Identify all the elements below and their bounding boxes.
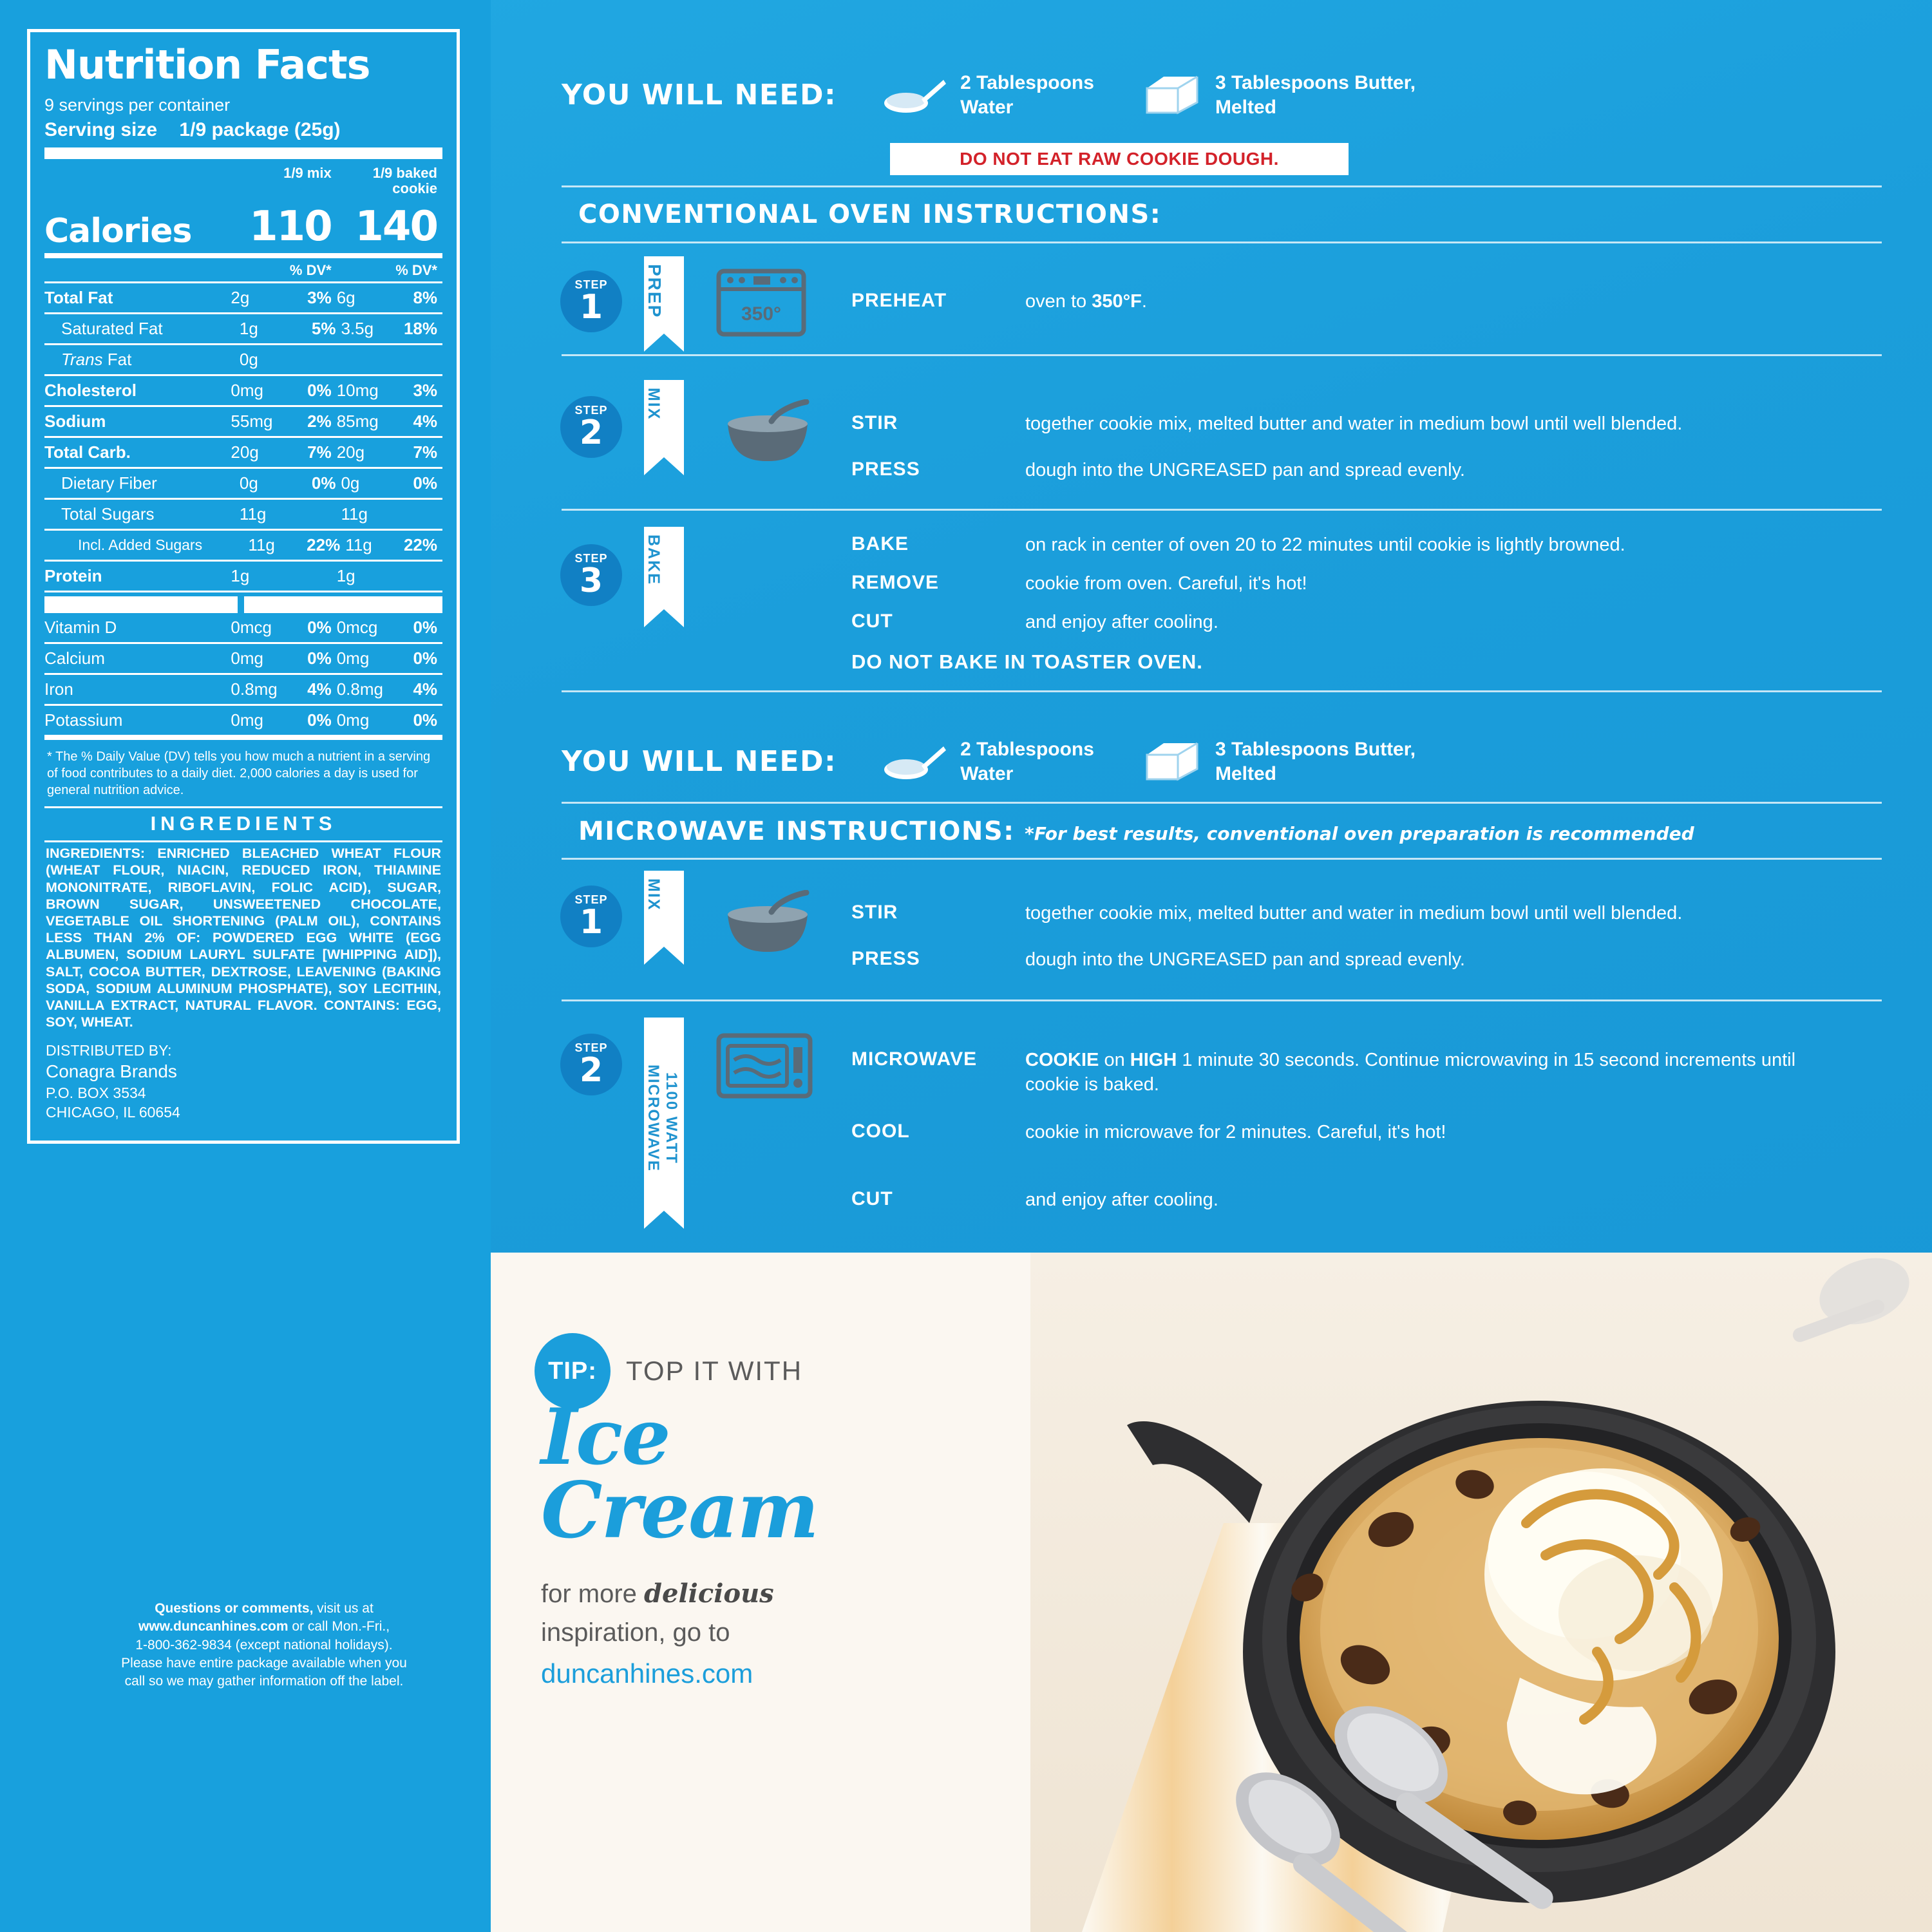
nutrient-dv-mix: 2%	[307, 412, 332, 431]
nutrient-row	[44, 562, 442, 591]
tip-top-it-with: TOP IT WITH	[626, 1356, 803, 1386]
divider-medium	[44, 253, 442, 258]
raw-dough-warning: DO NOT EAT RAW COOKIE DOUGH.	[890, 143, 1349, 175]
skillet-cookie-photo	[1030, 1253, 1932, 1932]
microwave-step-2-text-microwave: COOKIE on HIGH 1 minute 30 seconds. Continue microwaving in 15 second increments until cookie is baked.	[1025, 1050, 1796, 1095]
microwave-step-2-text-cool: cookie in microwave for 2 minutes. Careful, it's hot!	[1025, 1122, 1446, 1142]
divider-thin	[44, 591, 442, 592]
calories-value-mix: 110	[249, 203, 332, 251]
oven-step-2-number: 2	[579, 413, 603, 452]
micronutrient-name: Vitamin D	[44, 618, 117, 638]
calories-value-baked: 140	[355, 203, 437, 251]
microwave-step-1-verb-press: PRESS	[851, 948, 920, 969]
nutrient-dv-baked: 22%	[403, 535, 438, 555]
micronutrient-amount-mix: 0.8mg	[231, 679, 278, 699]
bowl-icon	[716, 890, 819, 954]
microwave-step-2-icon-box	[716, 1030, 813, 1104]
svg-text:350°: 350°	[741, 303, 782, 325]
nutrient-row	[44, 345, 442, 374]
bowl-icon	[716, 399, 819, 464]
divider-block	[44, 596, 442, 613]
microwave-step-1-icon-box	[716, 890, 819, 958]
nutrient-dv-mix: 7%	[307, 442, 332, 462]
nutrient-row	[44, 500, 442, 529]
microwave-step-1-text-stir: together cookie mix, melted butter and water in medium bowl until well blended.	[1025, 903, 1683, 923]
nutrient-amount-baked: 1g	[336, 566, 355, 586]
microwave-you-will-need	[562, 737, 1416, 786]
micronutrient-amount-mix: 0mg	[231, 710, 263, 730]
micronutrient-row	[44, 613, 442, 642]
micronutrient-amount-baked: 0mg	[336, 710, 370, 730]
oven-step-3-text-cut: and enjoy after cooling.	[1025, 612, 1218, 632]
conventional-oven-heading: CONVENTIONAL OVEN INSTRUCTIONS:	[578, 200, 1162, 229]
microwave-step-2-verb-microwave: MICROWAVE	[851, 1048, 978, 1070]
oven-step-3-verb-bake: BAKE	[851, 533, 909, 554]
microwave-step-2-number: 2	[579, 1051, 603, 1090]
tip-more-delicious: delicious	[644, 1578, 774, 1609]
column-headers	[44, 159, 442, 196]
oven-step-2-ribbon-label: MIX	[645, 388, 663, 421]
microwave-step-1-ribbon	[644, 871, 684, 947]
nutrient-amount-baked: 85mg	[336, 412, 379, 431]
serving-size-row	[44, 119, 442, 141]
oven-you-will-need	[562, 71, 1416, 119]
dv-header-mix: % DV*	[289, 262, 332, 279]
serving-size-value: 1/9 package (25g)	[179, 119, 341, 140]
microwave-you-will-need-label: YOU WILL NEED:	[562, 745, 837, 778]
oven-step-2-text-stir: together cookie mix, melted butter and water in medium bowl until well blended.	[1025, 413, 1683, 434]
distributor-address-2: CHICAGO, IL 60654	[46, 1103, 180, 1121]
tip-website-link[interactable]: duncanhines.com	[541, 1658, 753, 1689]
nutrient-dv-mix: 0%	[307, 381, 332, 401]
nutrient-amount-baked: 10mg	[336, 381, 379, 401]
nutrient-amount-mix: 11g	[239, 504, 267, 524]
distributor-address-1: P.O. BOX 3534	[46, 1084, 146, 1101]
micronutrient-dv-baked: 0%	[413, 710, 438, 730]
nutrient-rows	[44, 283, 442, 592]
calories-row	[44, 196, 442, 253]
servings-per-container: 9 servings per container	[44, 95, 231, 115]
microwave-need-water-line2: Water	[960, 762, 1014, 784]
divider-thick	[44, 147, 442, 159]
micronutrient-row	[44, 675, 442, 704]
nutrient-name: Total Carb.	[44, 442, 131, 462]
divider-oven-heading	[562, 242, 1882, 243]
nutrition-facts-title: Nutrition Facts	[44, 41, 370, 88]
micronutrient-amount-baked: 0mcg	[336, 618, 378, 638]
nutrient-dv-baked: 3%	[413, 381, 438, 401]
microwave-need-butter-line2: Melted	[1215, 762, 1276, 784]
microwave-need-water-line1: 2 Tablespoons	[960, 739, 1094, 760]
nutrient-dv-baked: 4%	[413, 412, 438, 431]
oven-icon-box	[716, 267, 806, 341]
oven-need-water-line2: Water	[960, 96, 1014, 118]
nutrient-row	[44, 314, 442, 343]
spoon-icon	[882, 741, 946, 782]
oven-need-butter-line1: 3 Tablespoons Butter,	[1215, 72, 1416, 93]
micronutrient-row	[44, 644, 442, 673]
ingredients-header: INGREDIENTS	[150, 812, 337, 835]
oven-you-will-need-label: YOU WILL NEED:	[562, 79, 837, 111]
oven-need-butter-text	[1215, 71, 1416, 119]
nutrient-amount-mix: 11g	[248, 535, 275, 555]
nutrient-dv-mix: 3%	[307, 288, 332, 308]
microwave-step-1-badge	[560, 886, 622, 947]
microwave-step-1-text-press: dough into the UNGREASED pan and spread evenly.	[1025, 949, 1465, 970]
tip-photo-panel	[491, 1253, 1932, 1932]
micronutrient-name: Calcium	[44, 649, 105, 668]
nutrient-dv-baked: 8%	[413, 288, 438, 308]
nutrient-amount-mix: 0mg	[231, 381, 263, 401]
column-b-header: 1/9 baked cookie	[372, 165, 437, 197]
butter-icon	[1139, 73, 1201, 118]
micronutrient-amount-mix: 0mcg	[231, 618, 272, 638]
nutrient-row	[44, 531, 442, 560]
contact-phone: 1-800-362-9834 (except national holidays).	[135, 1637, 393, 1653]
nutrient-dv-baked: 7%	[413, 442, 438, 462]
microwave-step-1-word: STEP	[574, 893, 608, 906]
micronutrient-dv-baked: 4%	[413, 679, 438, 699]
nutrient-name: Trans Fat	[61, 350, 132, 370]
oven-step-2-verb-stir: STIR	[851, 412, 898, 433]
calories-label: Calories	[44, 212, 192, 251]
contact-line-4: Please have entire package available when you	[121, 1656, 407, 1671]
oven-step-1-number: 1	[579, 288, 603, 327]
nutrient-amount-mix: 0g	[239, 350, 258, 370]
butter-icon	[1139, 739, 1201, 784]
micronutrient-amount-baked: 0.8mg	[336, 679, 383, 699]
micronutrient-dv-baked: 0%	[413, 649, 438, 668]
tip-more-line1	[541, 1575, 774, 1613]
oven-step-3-number: 3	[579, 562, 603, 600]
micronutrient-dv-mix: 0%	[307, 618, 332, 638]
nutrient-name: Protein	[44, 566, 102, 586]
distributor-block	[44, 1031, 442, 1128]
microwave-need-item-butter	[1139, 737, 1416, 786]
nutrient-amount-baked: 11g	[345, 535, 372, 555]
nutrient-name: Sodium	[44, 412, 106, 431]
microwave-step-2-ribbon-label: 1100 WATT MICROWAVE	[645, 1064, 680, 1172]
oven-step-3-badge	[560, 544, 622, 606]
nutrient-name: Dietary Fiber	[61, 473, 157, 493]
oven-need-butter-line2: Melted	[1215, 96, 1276, 118]
nutrient-row	[44, 407, 442, 436]
questions-label: Questions or comments,	[155, 1601, 314, 1616]
spoon-icon	[882, 75, 946, 116]
micronutrient-dv-baked: 0%	[413, 618, 438, 638]
nutrient-name: Saturated Fat	[61, 319, 163, 339]
microwave-step-2-verb-cool: COOL	[851, 1121, 910, 1142]
nutrient-name: Cholesterol	[44, 381, 137, 401]
divider-microwave-step-1	[562, 999, 1882, 1001]
oven-step-1-ribbon	[644, 256, 684, 334]
nutrient-row	[44, 376, 442, 405]
tip-inspiration-text	[541, 1575, 774, 1652]
contact-line-1-rest: visit us at	[313, 1601, 374, 1616]
oven-step-1-text: oven to 350°F.	[1025, 291, 1147, 312]
website-url[interactable]: www.duncanhines.com	[138, 1619, 289, 1634]
nutrition-facts-box	[27, 29, 460, 1144]
oven-step-3-text-bake: on rack in center of oven 20 to 22 minutes until cookie is lightly browned.	[1025, 535, 1625, 555]
nutrient-name: Total Sugars	[61, 504, 155, 524]
nutrient-amount-mix: 20g	[231, 442, 259, 462]
contact-line-5: call so we may gather information off the label.	[124, 1674, 404, 1689]
toaster-oven-warning: DO NOT BAKE IN TOASTER OVEN.	[851, 650, 1203, 673]
microwave-step-1-ribbon-label: MIX	[645, 878, 663, 911]
nutrient-name: Total Fat	[44, 288, 113, 308]
microwave-need-item-water	[882, 737, 1094, 786]
oven-step-3-ribbon-label: BAKE	[645, 535, 663, 585]
oven-step-2-text-press: dough into the UNGREASED pan and spread evenly.	[1025, 460, 1465, 480]
micronutrient-amount-mix: 0mg	[231, 649, 263, 668]
micronutrient-name: Potassium	[44, 710, 123, 730]
oven-step-2-icon-box	[716, 399, 819, 467]
contact-block	[39, 1591, 489, 1691]
oven-step-2-verb-press: PRESS	[851, 459, 920, 480]
contact-line-2	[58, 1618, 470, 1636]
micronutrient-row	[44, 706, 442, 735]
nutrient-row	[44, 438, 442, 467]
oven-step-1-badge	[560, 270, 622, 332]
nutrient-amount-mix: 0g	[239, 473, 258, 493]
oven-need-water-text	[960, 71, 1094, 119]
micronutrient-name: Iron	[44, 679, 73, 699]
oven-need-item-water	[882, 71, 1094, 119]
nutrient-dv-baked: 18%	[403, 319, 437, 339]
oven-step-2-ribbon	[644, 380, 684, 457]
oven-step-3-text-remove: cookie from oven. Careful, it's hot!	[1025, 573, 1307, 594]
oven-step-2-word: STEP	[574, 404, 608, 417]
nutrient-dv-baked: 0%	[413, 473, 437, 493]
micronutrient-dv-mix: 0%	[307, 649, 332, 668]
microwave-need-butter-text	[1215, 737, 1416, 786]
nutrient-amount-mix: 1g	[239, 319, 258, 339]
tip-badge: TIP:	[535, 1333, 611, 1409]
divider-oven-bottom	[562, 690, 1882, 692]
daily-value-headers	[44, 258, 442, 281]
oven-icon	[716, 267, 806, 338]
contact-line-1	[58, 1600, 470, 1618]
micronutrient-rows	[44, 613, 442, 735]
nutrient-amount-baked: 0g	[341, 473, 360, 493]
oven-step-1-word: STEP	[574, 278, 608, 291]
dv-header-baked: % DV*	[395, 262, 437, 279]
daily-value-footnote: * The % Daily Value (DV) tells you how much a nutrient in a serving of food contributes to a daily diet. 2,000 calories a day is used for general nutrition advice.	[47, 750, 431, 797]
micronutrient-dv-mix: 4%	[307, 679, 332, 699]
nutrient-amount-baked: 3.5g	[341, 319, 374, 339]
nutrition-panel	[0, 0, 491, 1932]
divider-microwave-top	[562, 802, 1882, 804]
microwave-step-2-text-cut: and enjoy after cooling.	[1025, 1189, 1218, 1210]
microwave-step-1-number: 1	[579, 903, 603, 942]
oven-need-water-line1: 2 Tablespoons	[960, 72, 1094, 93]
divider-oven-top	[562, 185, 1882, 187]
microwave-heading-text: MICROWAVE INSTRUCTIONS:	[578, 817, 1015, 846]
divider-medium-2	[44, 735, 442, 740]
nutrient-amount-mix: 2g	[231, 288, 250, 308]
nutrient-amount-mix: 1g	[231, 566, 250, 586]
divider-oven-step-1	[562, 354, 1882, 356]
oven-step-3-verb-cut: CUT	[851, 611, 893, 632]
oven-step-3-ribbon	[644, 527, 684, 609]
oven-step-1-verb: PREHEAT	[851, 290, 947, 311]
ingredients-text: INGREDIENTS: ENRICHED BLEACHED WHEAT FLOUR (WHEAT FLOUR, NIACIN, REDUCED IRON, THIAMINE MONONITRATE, RIBOFLAVIN, FOLIC ACID), SUGAR, BROWN SUGAR, UNSWEETENED CHOCOLATE, VEGETABLE OIL SHORTENING (PALM OIL), CONTAINS LESS THAN 2% OF: POWDERED EGG WHITE (EGG ALBUMEN, SODIUM LAURYL SULFATE [WHIPPING AID]), SALT, COCOA BUTTER, DEXTROSE, LEAVENING (BAKING SODA, SODIUM ALUMINUM PHOSPHATE), SOY LECITHIN, VANILLA EXTRACT, NATURAL FLAVOR. CONTAINS: EGG, SOY, WHEAT.	[46, 846, 441, 1030]
nutrient-dv-mix: 0%	[311, 473, 336, 493]
distributor-name: Conagra Brands	[46, 1061, 177, 1082]
contact-line-2-rest: or call Mon.-Fri.,	[288, 1619, 390, 1634]
nutrient-dv-mix: 5%	[311, 319, 336, 339]
nutrient-amount-baked: 11g	[341, 504, 368, 524]
divider-microwave-heading	[562, 858, 1882, 860]
oven-need-item-butter	[1139, 71, 1416, 119]
microwave-icon	[716, 1030, 813, 1101]
micronutrient-amount-baked: 0mg	[336, 649, 370, 668]
microwave-step-1-verb-stir: STIR	[851, 902, 898, 923]
oven-step-1-ribbon-label: PREP	[645, 264, 665, 319]
nutrient-row	[44, 283, 442, 312]
nutrient-amount-baked: 20g	[336, 442, 365, 462]
nutrient-amount-baked: 6g	[336, 288, 355, 308]
nutrient-row	[44, 469, 442, 498]
tip-headline-line2: Cream	[541, 1465, 818, 1556]
tip-more-line2: inspiration, go to	[541, 1618, 730, 1647]
distributed-by-label: DISTRIBUTED BY:	[46, 1041, 172, 1059]
microwave-step-2-word: STEP	[574, 1041, 608, 1054]
nutrient-name: Incl. Added Sugars	[78, 536, 203, 554]
instructions-panel	[491, 0, 1932, 1253]
divider-oven-step-2	[562, 509, 1882, 511]
column-a-header: 1/9 mix	[283, 165, 332, 181]
nutrient-amount-mix: 55mg	[231, 412, 273, 431]
tip-headline	[541, 1392, 818, 1556]
microwave-need-butter-line1: 3 Tablespoons Butter,	[1215, 739, 1416, 760]
microwave-step-2-ribbon	[644, 1018, 684, 1211]
nutrient-dv-mix: 22%	[307, 535, 341, 555]
oven-step-2-badge	[560, 396, 622, 458]
oven-step-3-verb-remove: REMOVE	[851, 572, 940, 593]
microwave-need-water-text	[960, 737, 1094, 786]
microwave-heading	[578, 817, 1694, 846]
tip-headline-line1: Ice	[541, 1392, 670, 1482]
serving-size-label: Serving size	[44, 119, 158, 140]
microwave-step-2-verb-cut: CUT	[851, 1188, 893, 1209]
oven-step-3-word: STEP	[574, 552, 608, 565]
microwave-heading-note: *For best results, conventional oven preparation is recommended	[1025, 823, 1694, 844]
microwave-step-2-badge	[560, 1034, 622, 1095]
tip-more-prefix: for more	[541, 1580, 645, 1608]
micronutrient-dv-mix: 0%	[307, 710, 332, 730]
